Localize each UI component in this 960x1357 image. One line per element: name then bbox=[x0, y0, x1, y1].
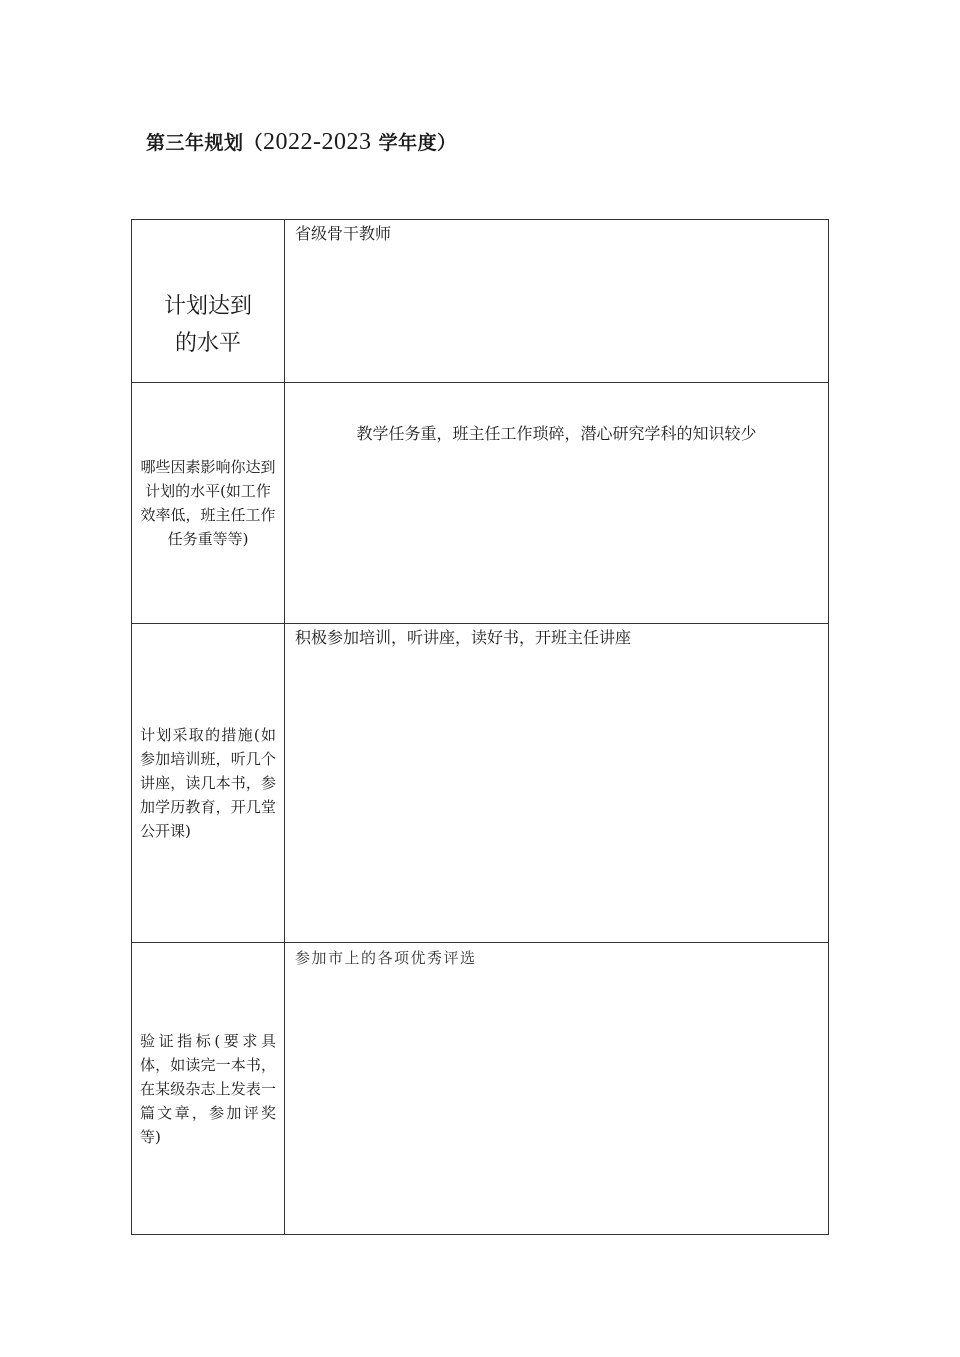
measures-label-cell bbox=[132, 624, 285, 943]
target-level-value-cell bbox=[285, 220, 829, 383]
measures-label: 计划采取的措施(如参加培训班，听几个讲座，读几本书，参加学历教育，开几堂公开课) bbox=[140, 726, 276, 840]
factors-value-cell bbox=[285, 383, 829, 624]
verification-value: 参加市上的各项优秀评选 bbox=[295, 949, 477, 967]
measures-value-cell bbox=[285, 624, 829, 943]
table-row bbox=[132, 624, 829, 943]
target-level-label-line-1: 计划达到 bbox=[163, 294, 252, 319]
title-suffix: 学年度） bbox=[371, 132, 457, 154]
table-row bbox=[132, 943, 829, 1235]
target-level-value: 省级骨干教师 bbox=[295, 224, 392, 243]
table-row bbox=[132, 383, 829, 624]
table-row bbox=[132, 220, 829, 383]
factors-label: 哪些因素影响你达到计划的水平(如工作效率低，班主任工作任务重等等) bbox=[140, 458, 276, 548]
title-year: 2022-2023 bbox=[263, 129, 372, 155]
factors-value: 教学任务重，班主任工作琐碎，潜心研究学科的知识较少 bbox=[356, 424, 757, 443]
verification-value-cell bbox=[285, 943, 829, 1235]
title-prefix: 第三年规划（ bbox=[146, 132, 264, 154]
plan-table bbox=[131, 219, 829, 1235]
measures-value: 积极参加培训，听讲座，读好书，开班主任讲座 bbox=[295, 628, 632, 647]
target-level-label-line-2: 的水平 bbox=[174, 331, 241, 356]
verification-label-cell bbox=[132, 943, 285, 1235]
page-title bbox=[146, 128, 457, 156]
verification-label: 验证指标(要求具体，如读完一本书，在某级杂志上发表一篇文章，参加评奖等) bbox=[140, 1031, 276, 1146]
factors-label-cell bbox=[132, 383, 285, 624]
target-level-label-cell bbox=[132, 220, 285, 383]
